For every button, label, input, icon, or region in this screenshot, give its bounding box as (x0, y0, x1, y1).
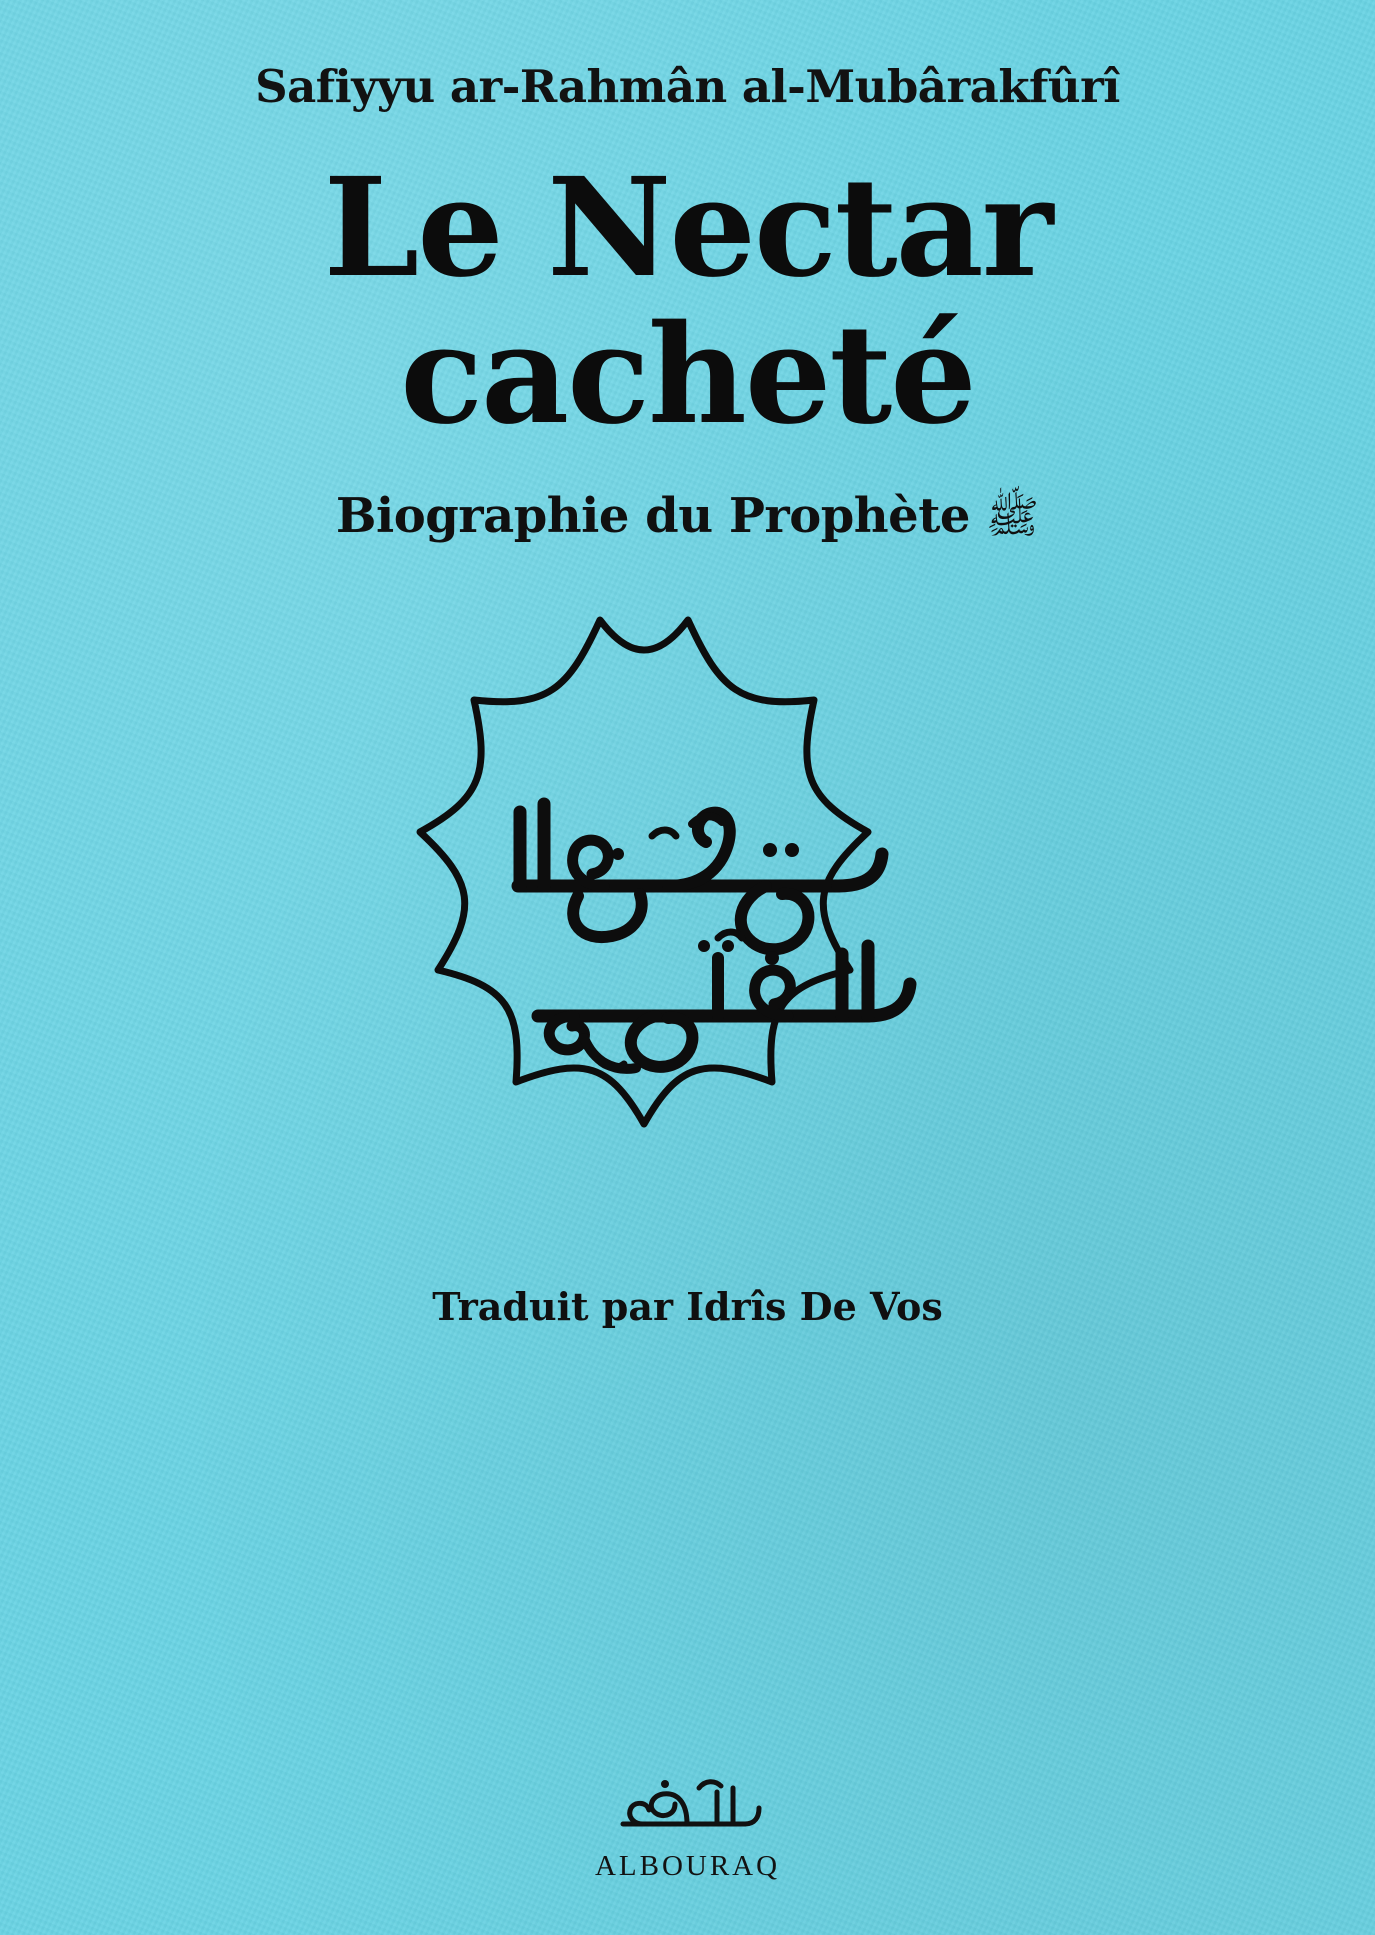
salawat-icon: ﷺ (985, 491, 1040, 543)
author-name: Safiyyu ar-Rahmân al-Mubârakfûrî (255, 60, 1120, 113)
title-line-1: Le Nectar (323, 147, 1052, 308)
translator-credit: Traduit par Idrîs De Vos (432, 1283, 943, 1329)
title-line-2: cacheté (400, 294, 975, 455)
publisher-name: ALBOURAQ (594, 1850, 781, 1882)
book-title (0, 147, 1375, 455)
publisher-logo-icon (613, 1766, 763, 1844)
book-subtitle: Biographie du Prophète (335, 487, 970, 544)
arabic-calligraphy-emblem (368, 586, 1008, 1226)
subtitle-row (336, 488, 1039, 544)
publisher-block (0, 1766, 1375, 1883)
